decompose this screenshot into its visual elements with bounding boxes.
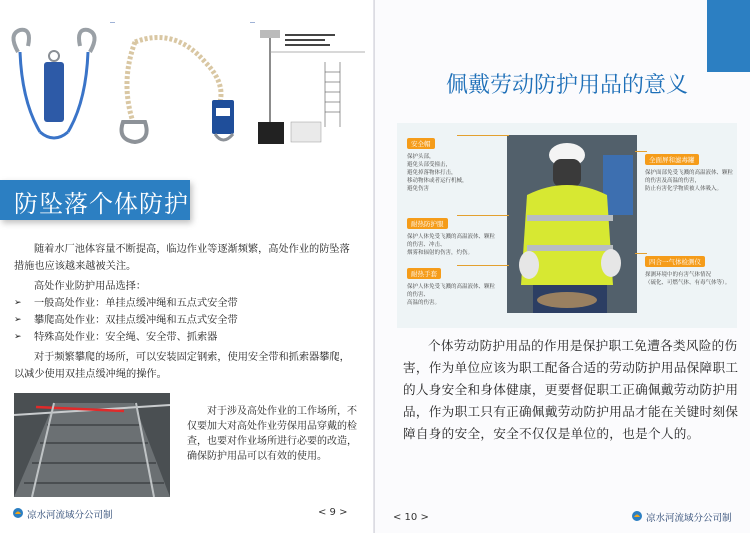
- callout-connector: [635, 253, 647, 254]
- callout-respirator: 全面屏和滤毒罐 保护面部免受飞溅的高温液体、颗粒的伤害及高温的伤害， 防止有害化学物质被人体吸入。: [645, 156, 734, 192]
- page-number: < 10 >: [393, 512, 429, 523]
- ppe-infographic: [397, 123, 737, 328]
- footer-company: 凉水河流域分公司制: [27, 510, 113, 521]
- list-item: ➢ 特殊高处作业：安全绳、安全带、抓索器: [14, 329, 359, 346]
- callout-gloves: 耐热手套 保护人体免受飞溅的高温液体、颗粒的伤害、 高温的伤害。: [407, 270, 496, 306]
- walkway-photo: [14, 393, 170, 497]
- section-title: 防坠落个体防护: [14, 190, 189, 218]
- footer-company: 凉水河流域分公司制: [646, 513, 732, 524]
- callout-connector: [457, 215, 509, 216]
- callout-protective-suit: 耐热防护服 保护人体免受飞溅的高温液体、颗粒的伤害、冲击、 烟雾和辐射的伤害，灼伤。: [407, 220, 496, 256]
- callout-gas-detector: 四合一气体检测仪 探测环境中的有害气体情况 （硫化、可燃气体、有毒气体等）。: [645, 258, 731, 286]
- page-number: < 9 >: [318, 507, 348, 518]
- page-title: 佩戴劳动防护用品的意义: [445, 73, 688, 98]
- worker-photo: [507, 135, 637, 313]
- callout-connector: [457, 265, 509, 266]
- corner-accent-block: [707, 0, 750, 72]
- list-item: ➢ 攀爬高处作业：双挂点缓冲绳和五点式安全带: [14, 312, 359, 329]
- company-logo-icon: [631, 510, 643, 522]
- climbing-paragraph: 对于频繁攀爬的场所，可以安装固定钢索，使用安全带和抓索器攀爬，以减少使用双挂点缓冲绳的操作。: [14, 352, 350, 380]
- callout-helmet: 安全帽 保护头部， 避免头部受撞击， 避免掉落物体打击， 移动物体或者运行机械， 避免伤害: [407, 140, 468, 192]
- rope-lanyard-photo: [115, 22, 250, 147]
- arrow-bullet-icon: ➢: [14, 315, 22, 325]
- climbing-system-diagram: [255, 22, 375, 147]
- significance-paragraph: 个体劳动防护用品的作用是保护职工免遭各类风险的伤害，作为单位应该为职工配备合适的劳动防护用品保障职工的人身安全和身体健康，更要督促职工正确佩戴劳动防护用品，作为职工只有正确佩戴劳动防护用品才能在关键时刻保障自身的安全，安全不仅仅是单位的，也是个人的。: [403, 338, 739, 441]
- intro-paragraph: 随着水厂池体容量不断提高，临边作业等逐渐频繁，高处作业的防坠落措施也应该越来越被关注。: [14, 244, 350, 272]
- list-item: ➢ 一般高处作业：单挂点缓冲绳和五点式安全带: [14, 295, 359, 312]
- company-logo-icon: [12, 507, 24, 519]
- lanyard-photo: [0, 22, 110, 147]
- equipment-photo-strip: [0, 22, 375, 147]
- equipment-list: [14, 295, 359, 346]
- arrow-bullet-icon: ➢: [14, 298, 22, 308]
- arrow-bullet-icon: ➢: [14, 332, 22, 342]
- worksite-paragraph: 对于涉及高处作业的工作场所，不仅要加大对高处作业劳保用品穿戴的检查，也要对作业场所进行必要的改造，确保防护用品可以有效的使用。: [187, 406, 357, 462]
- page-right: [375, 0, 750, 533]
- callout-connector: [635, 151, 647, 152]
- section-title-banner: [0, 180, 190, 220]
- list-title: 高处作业防护用品选择：: [34, 281, 147, 292]
- callout-connector: [457, 135, 509, 136]
